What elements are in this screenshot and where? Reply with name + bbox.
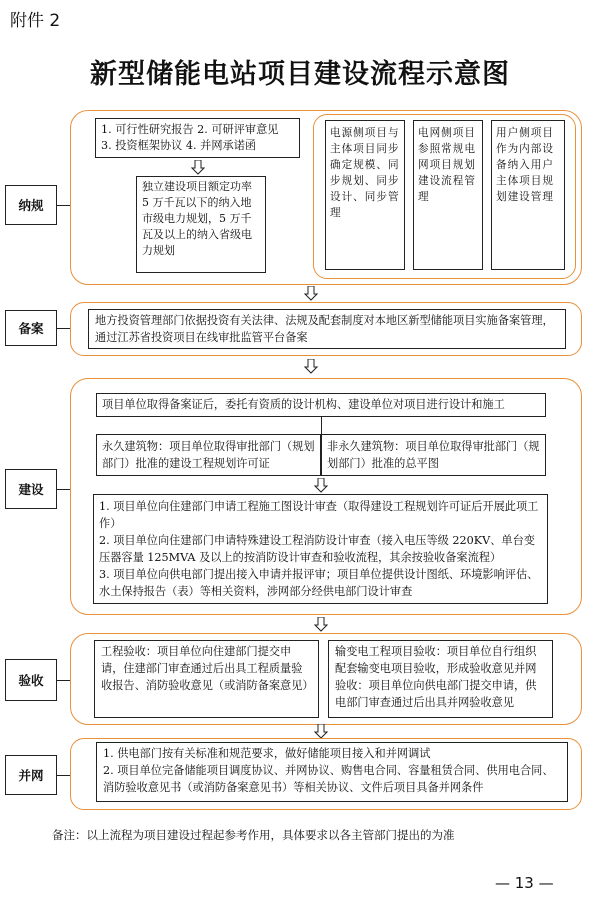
arrow-down-icon — [191, 160, 205, 175]
prerequisite-line-1: 1. 可行性研究报告 2. 可研评审意见 — [101, 123, 279, 136]
review-item-2: 2. 项目单位向住建部门申请特殊建设工程消防设计审查（接入电压等级 220KV、单台变压器容量 125MVA 及以上的按消防设计审查和验收流程，其余按验收备案流程） — [99, 534, 535, 564]
review-item-1: 1. 项目单位向住建部门申请工程施工图设计审查（取得建设工程规划许可证后开展此项工作） — [99, 500, 539, 530]
arrow-down-icon — [314, 478, 328, 493]
grid-item-1: 1. 供电部门按有关标准和规范要求，做好储能项目接入和并网调试 — [103, 747, 431, 760]
page-number: — 13 — — [495, 874, 554, 892]
grid-connection-box — [96, 742, 568, 802]
grid-item-2: 2. 项目单位完备储能项目调度协议、并网协议、购售电合同、容量租赁合同、供用电合同、消防验收意见书（或消防备案意见书）等相关协议、文件后项目具备并网条件 — [103, 764, 554, 794]
stage-nagui: 纳规 — [5, 185, 57, 225]
page-title: 新型储能电站项目建设流程示意图 — [90, 59, 510, 90]
filing-box: 地方投资管理部门依据投资有关法律、法规及配套制度对本地区新型储能项目实施备案管理，通过江苏省投资项目在线审批监管平台备案 — [88, 309, 566, 349]
temporary-building-box: 非永久建筑物：项目单位取得审批部门（规划部门）批准的总平图 — [321, 434, 546, 476]
user-side-box: 用户侧项目作为内部设备纳入用户主体项目规划建设管理 — [491, 120, 565, 270]
prerequisite-line-2: 3. 投资框架协议 4. 并网承诺函 — [101, 139, 257, 152]
grid-side-box: 电网侧项目参照常规电网项目规划建设流程管理 — [413, 120, 483, 270]
connector-beian — [57, 328, 70, 329]
connector-yanshou — [57, 680, 70, 681]
stage-yanshou: 验收 — [5, 659, 57, 701]
arrow-down-icon — [314, 724, 328, 739]
connector-top-mid — [321, 417, 322, 434]
connector-bingwang — [57, 775, 70, 776]
review-item-3: 3. 项目单位向供电部门提出接入申请并报评审；项目单位提供设计图纸、环境影响评估、水土保持报告（表）等相关资料，涉网部分经供电部门设计审查 — [99, 568, 539, 598]
source-side-box: 电源侧项目与主体项目同步确定规模、同步规划、同步设计、同步管理 — [325, 120, 405, 270]
attachment-label: 附件 2 — [10, 11, 61, 31]
stage-beian: 备案 — [5, 310, 57, 346]
connector-nagui — [57, 205, 70, 206]
permanent-building-box: 永久建筑物：项目单位取得审批部门（规划部门）批准的建设工程规划许可证 — [96, 434, 321, 476]
stage-bingwang: 并网 — [5, 755, 57, 795]
design-construction-box: 项目单位取得备案证后，委托有资质的设计机构、建设单位对项目进行设计和施工 — [96, 393, 546, 417]
prerequisite-documents-box — [95, 118, 300, 158]
connector-jianshe — [57, 489, 70, 490]
arrow-down-icon — [304, 286, 318, 301]
arrow-down-icon — [314, 617, 328, 632]
footnote: 备注：以上流程为项目建设过程起参考作用，具体要求以各主管部门提出的为准 — [52, 828, 455, 842]
planning-scale-box: 独立建设项目额定功率 5 万千瓦以下的纳入地市级电力规划，5 万千瓦及以上的纳入省级电力规划 — [136, 176, 266, 273]
design-review-box — [93, 494, 548, 604]
substation-acceptance-box: 输变电工程项目验收：项目单位自行组织配套输变电项目验收，形成验收意见并网验收：项目单位向供电部门提交申请，供电部门审查通过后出具并网验收意见 — [328, 640, 553, 718]
arrow-down-icon — [304, 359, 318, 374]
engineering-acceptance-box: 工程验收：项目单位向住建部门提交申请，住建部门审查通过后出具工程质量验收报告、消防验收意见（或消防备案意见） — [94, 640, 319, 718]
stage-jianshe: 建设 — [5, 469, 57, 509]
